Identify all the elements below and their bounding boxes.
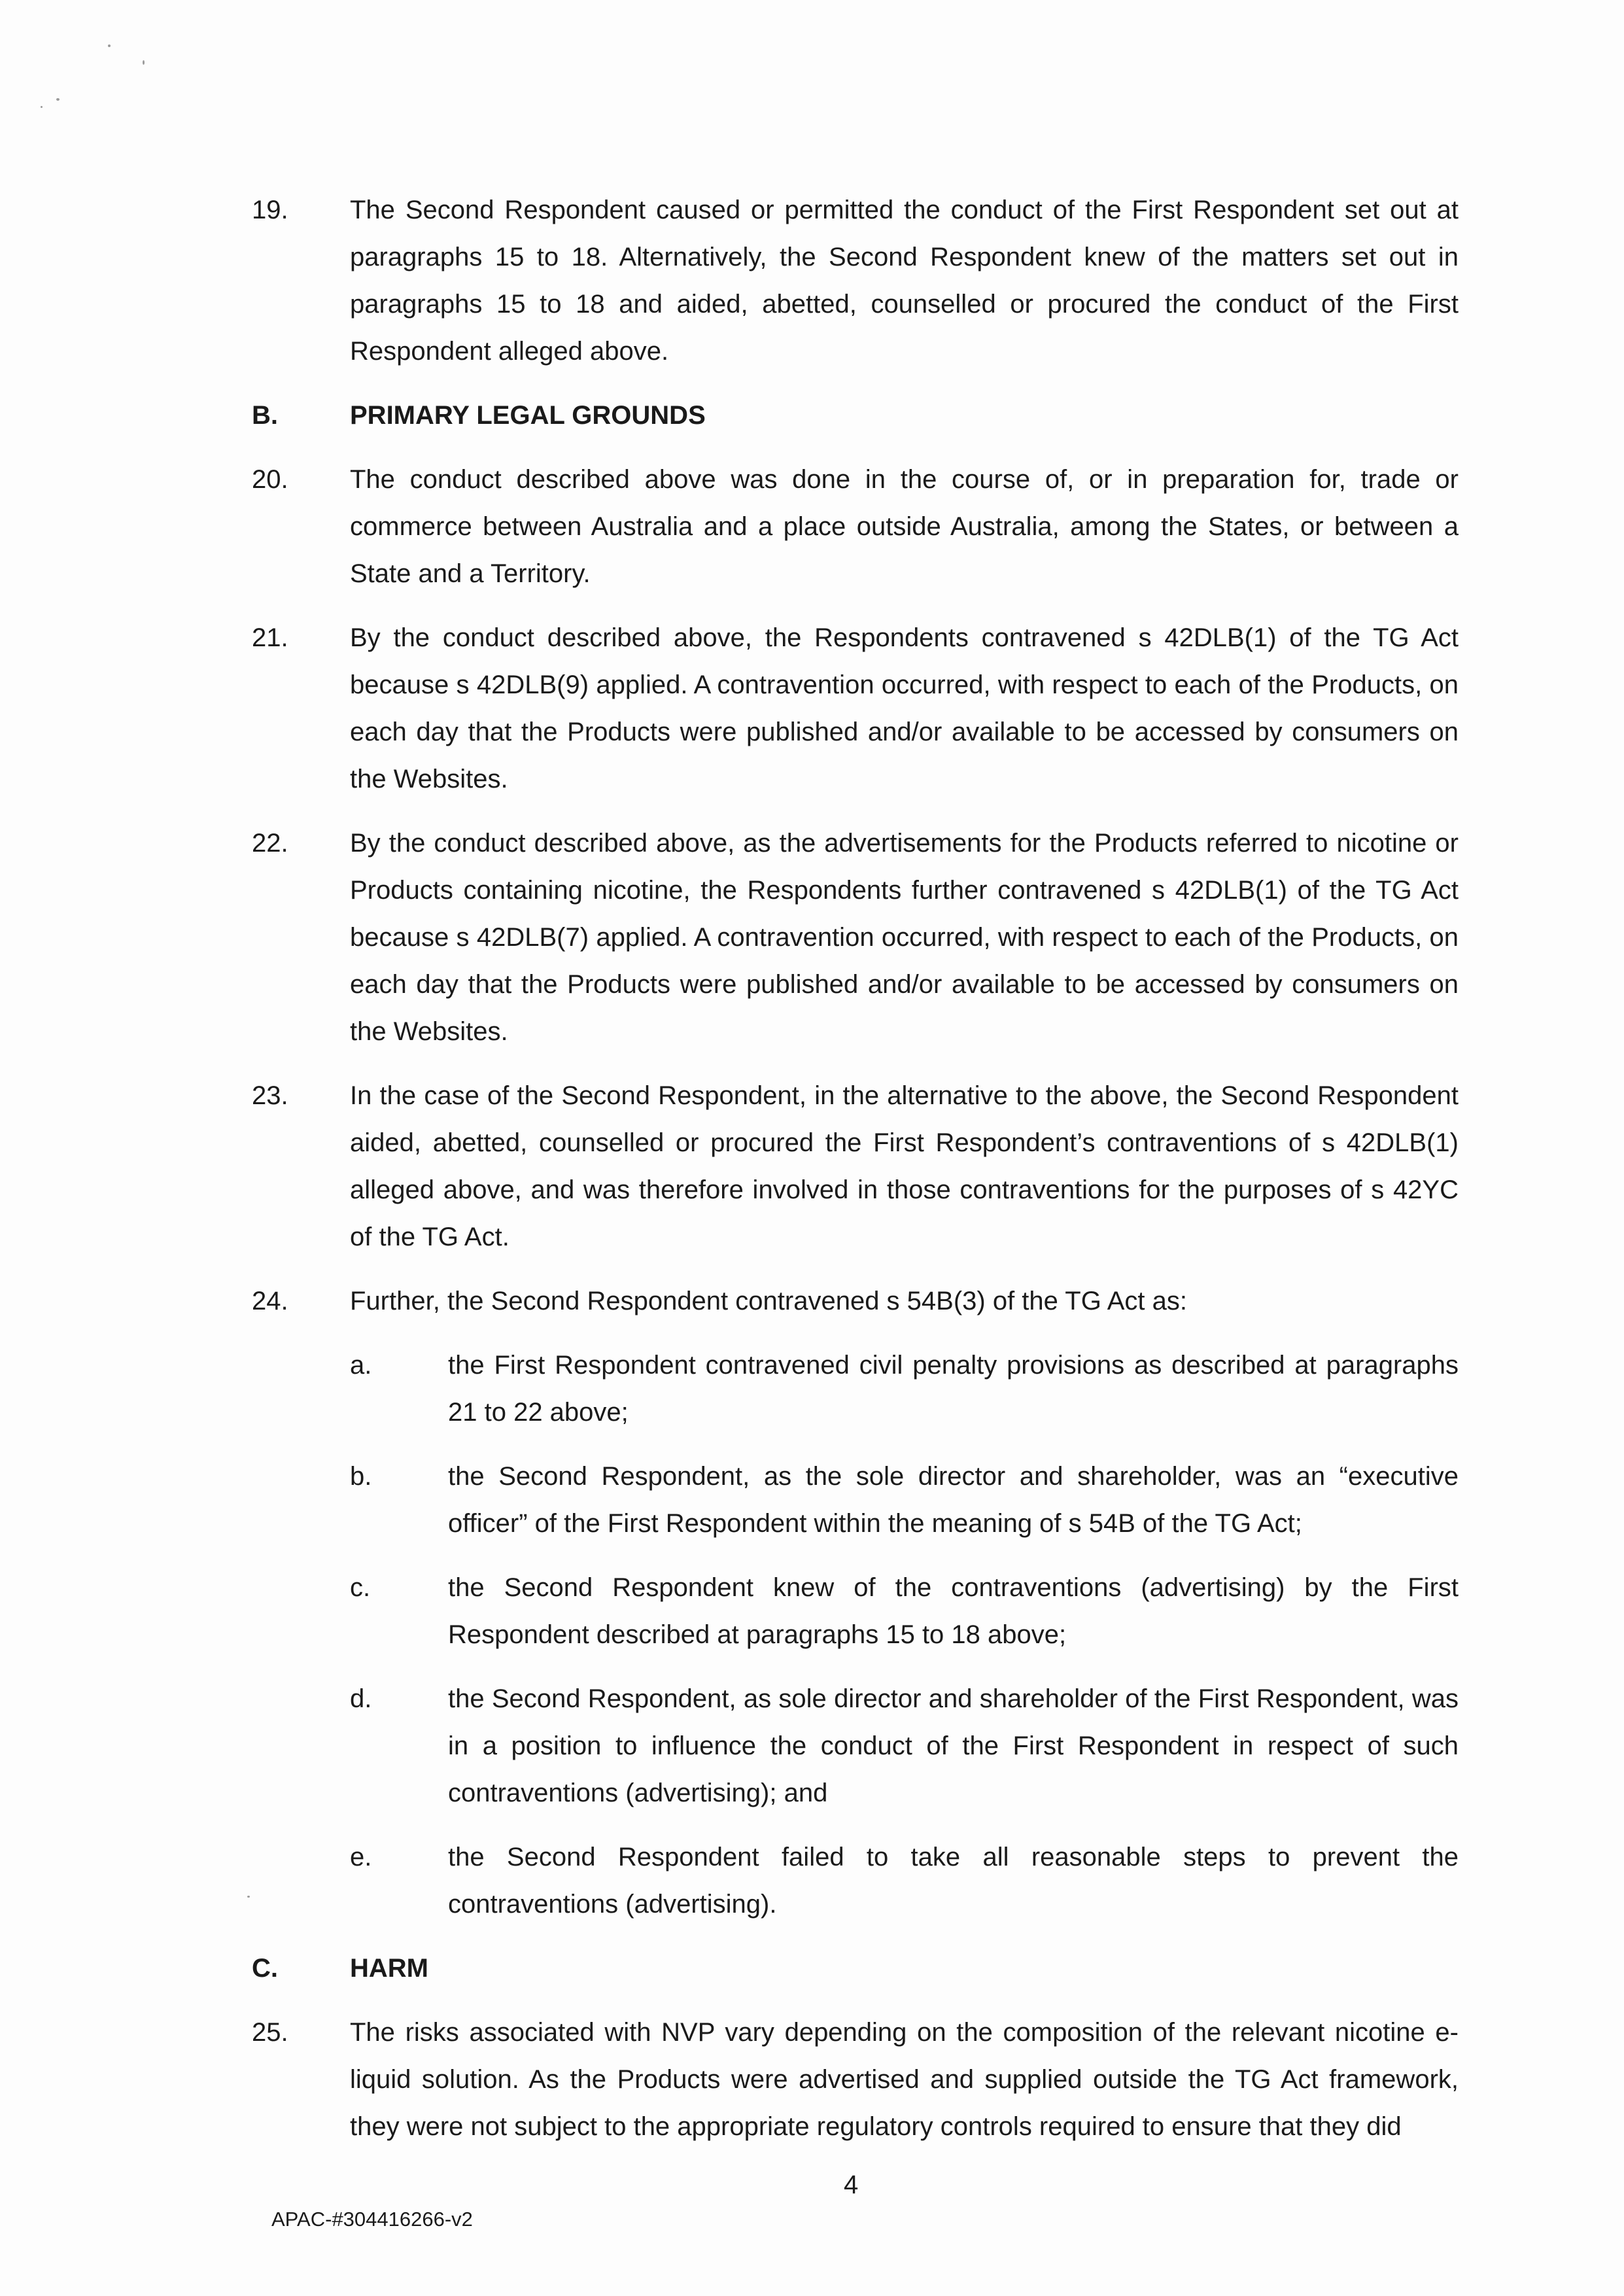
section-heading-c	[252, 1945, 1459, 1992]
paragraph-23	[252, 1072, 1459, 1261]
sub-paragraph-list	[350, 1342, 1459, 1928]
scan-speck	[56, 98, 60, 101]
paragraph-text: In the case of the Second Respondent, in the alternative to the above, the Second Respondent aided, abetted, counselled or procured the First Respondent’s contraventions of s 42DLB(1) alleged above, and was therefore involved in those contraventions for the purposes of s 42YC of the TG Act.	[350, 1081, 1459, 1251]
paragraph-number: 20.	[252, 465, 288, 494]
document-reference: APAC-#304416266-v2	[271, 2208, 473, 2231]
body-text	[252, 186, 1459, 2150]
paragraph-text: The risks associated with NVP vary depending on the composition of the relevant nicotine e-liquid solution. As the Products were advertised and supplied outside the TG Act framework, they were not subject to the appropriate regulatory controls required to ensure that they did	[350, 2018, 1459, 2141]
paragraph-text: By the conduct described above, the Respondents contravened s 42DLB(1) of the TG Act because s 42DLB(9) applied. A contravention occurred, with respect to each of the Products, on each day that the Products were published and/or available to be accessed by consumers on the Websites.	[350, 623, 1459, 793]
paragraph-number: 19.	[252, 196, 288, 224]
section-letter: C.	[252, 1954, 278, 1983]
section-letter: B.	[252, 401, 278, 430]
sub-paragraph-b	[350, 1453, 1459, 1547]
paragraph-24	[252, 1278, 1459, 1325]
sub-paragraph-text: the First Respondent contravened civil penalty provisions as described at paragraphs 21 to 22 above;	[448, 1351, 1459, 1427]
paragraph-25	[252, 2009, 1459, 2150]
paragraph-21	[252, 614, 1459, 803]
paragraph-text: The conduct described above was done in the course of, or in preparation for, trade or commerce between Australia and a place outside Australia, among the States, or between a State and a Territory.	[350, 465, 1459, 588]
paragraph-number: 23.	[252, 1081, 288, 1110]
scan-speck	[247, 1896, 250, 1898]
scan-speck	[41, 106, 43, 108]
section-heading-b	[252, 392, 1459, 439]
sub-paragraph-text: the Second Respondent, as sole director and shareholder of the First Respondent, was in a position to influence the conduct of the First Respondent in respect of such contraventions (advertising); and	[448, 1684, 1459, 1807]
sub-paragraph-letter: d.	[350, 1684, 372, 1713]
paragraph-number: 21.	[252, 623, 288, 652]
paragraph-20	[252, 456, 1459, 597]
sub-paragraph-c	[350, 1564, 1459, 1658]
sub-paragraph-letter: b.	[350, 1462, 372, 1491]
paragraph-19	[252, 186, 1459, 375]
section-title: PRIMARY LEGAL GROUNDS	[350, 401, 706, 430]
sub-paragraph-letter: a.	[350, 1351, 372, 1380]
paragraph-text: Further, the Second Respondent contravened s 54B(3) of the TG Act as:	[350, 1287, 1188, 1315]
section-title: HARM	[350, 1954, 428, 1983]
sub-paragraph-text: the Second Respondent, as the sole director and shareholder, was an “executive officer” of the First Respondent within the meaning of s 54B of the TG Act;	[448, 1462, 1459, 1538]
paragraph-number: 25.	[252, 2018, 288, 2047]
paragraph-text: The Second Respondent caused or permitted the conduct of the First Respondent set out at paragraphs 15 to 18. Alternatively, the Second Respondent knew of the matters set out in paragraphs 15 to 18 and aided, abetted, counselled or procured the conduct of the First Respondent alleged above.	[350, 196, 1459, 366]
sub-paragraph-letter: e.	[350, 1843, 372, 1871]
scan-speck	[108, 44, 111, 47]
sub-paragraph-a	[350, 1342, 1459, 1436]
paragraph-number: 22.	[252, 829, 288, 858]
sub-paragraph-text: the Second Respondent failed to take all reasonable steps to prevent the contraventions (advertising).	[448, 1843, 1459, 1919]
scan-speck	[143, 60, 145, 65]
page-number: 4	[844, 2170, 859, 2199]
sub-paragraph-letter: c.	[350, 1573, 371, 1602]
sub-paragraph-d	[350, 1675, 1459, 1817]
sub-paragraph-e	[350, 1834, 1459, 1928]
paragraph-text: By the conduct described above, as the advertisements for the Products referred to nicotine or Products containing nicotine, the Respondents further contravened s 42DLB(1) of the TG Act because s 42DLB(7) applied. A contravention occurred, with respect to each of the Products, on each day that the Products were published and/or available to be accessed by consumers on the Websites.	[350, 829, 1459, 1046]
sub-paragraph-text: the Second Respondent knew of the contraventions (advertising) by the First Respondent described at paragraphs 15 to 18 above;	[448, 1573, 1459, 1649]
paragraph-number: 24.	[252, 1287, 288, 1315]
paragraph-22	[252, 820, 1459, 1055]
